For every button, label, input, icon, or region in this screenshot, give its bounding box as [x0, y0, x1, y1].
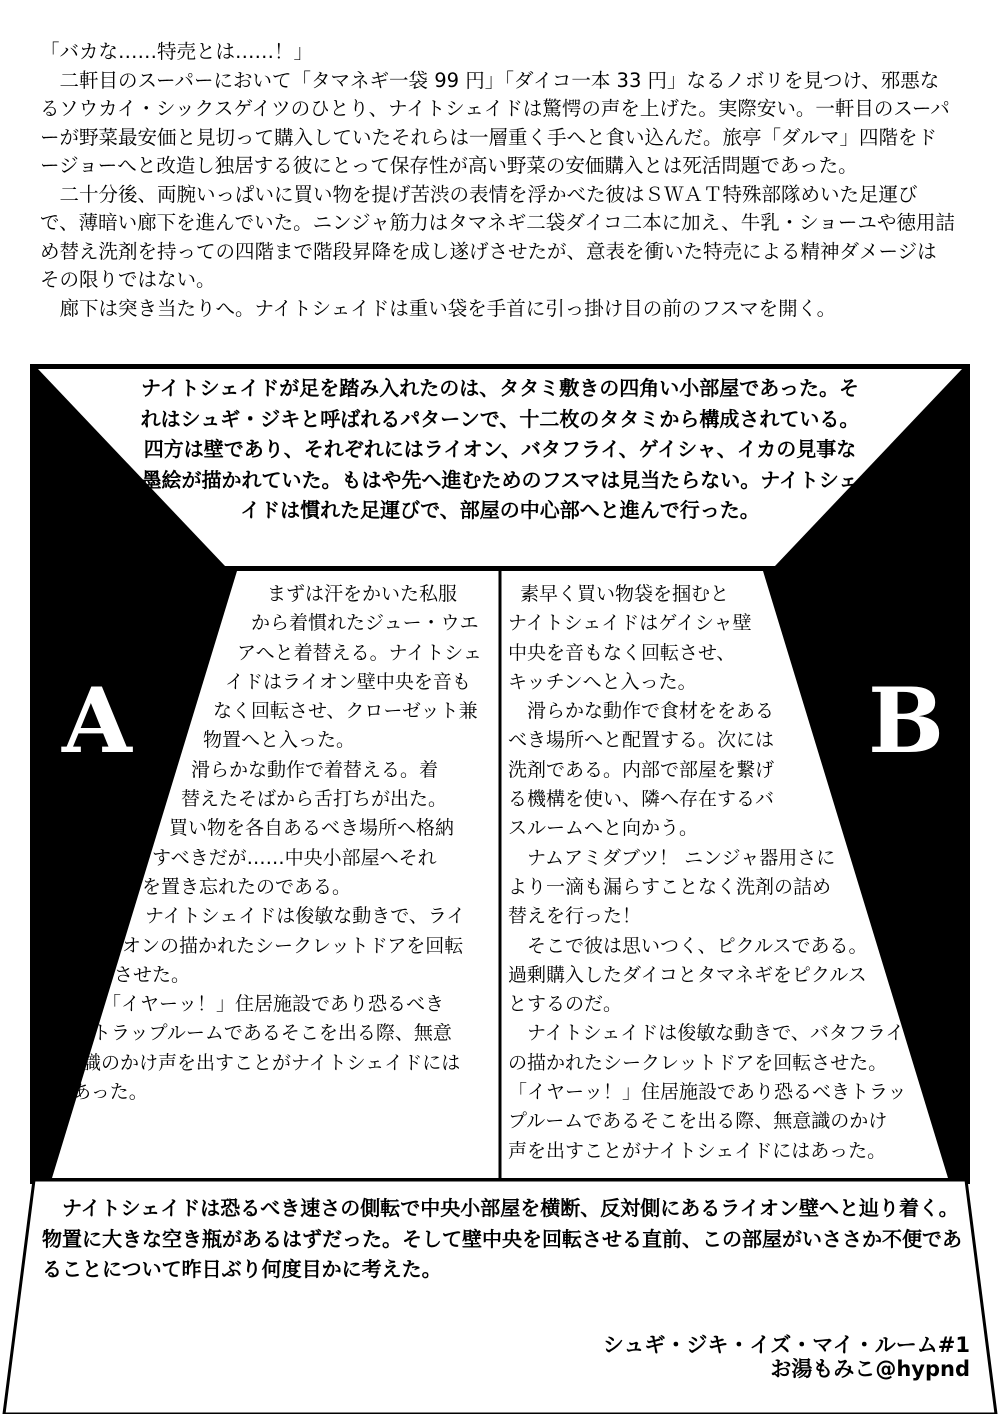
intro-paragraph: 二十分後、両腕いっぱいに買い物を提げ苦渋の表情を浮かべた彼はＳＷＡＴ特殊部隊めいた足運びで、薄暗い廊下を進んでいた。ニンジャ筋力はタマネギ二袋ダイコ二本に加え、牛乳・ショーユや徳用詰め替え洗剤を持っての四階まで階段昇降を成し遂げさせたが、意表を衝いた特売による精神ダメージはその限りではない。	[40, 182, 955, 291]
column-a-line: オンの描かれたシークレットドアを回転	[122, 934, 464, 957]
column-a-line: アへと着替える。ナイトシェ	[218, 641, 482, 664]
column-a-line: トラップルームであるそこを出る際、無意	[92, 1022, 452, 1045]
column-a-line: から着慣れたジュー・ウエ	[232, 612, 479, 635]
column-b-line: 「イヤーッ！」住居施設であり恐るべきトラッ	[508, 1081, 907, 1104]
column-b-text	[508, 580, 938, 1166]
column-a-line: すべきだが……中央小部屋へそれ	[152, 846, 437, 869]
column-a-text	[60, 580, 490, 1107]
column-a-line: なく回転させ、クローゼット兼	[194, 700, 478, 723]
column-b-line: ナムアミダブツ！ ニンジャ器用さに	[508, 846, 836, 869]
column-a-line: イドはライオン壁中央を音も	[206, 670, 471, 693]
column-b-line: 滑らかな動作で食材ををある	[508, 700, 775, 723]
column-b-line: ナイトシェイドはゲイシャ壁	[508, 612, 752, 635]
panel-letter-a: A	[62, 668, 132, 774]
column-b-line: の描かれたシークレットドアを回転させた。	[508, 1051, 888, 1074]
column-a-line: 滑らかな動作で着替える。着	[172, 758, 439, 781]
panel-letter-b: B	[868, 668, 945, 774]
column-a-line: 物置へと入った。	[184, 729, 356, 752]
column-a-line: 替えたそばから舌打ちが出た。	[162, 788, 448, 811]
column-b-line: とするのだ。	[508, 993, 623, 1016]
column-a-line: を置き忘れたのである。	[142, 875, 352, 898]
column-a-line: 買い物を各自あるべき場所へ格納	[150, 817, 455, 840]
intro-paragraph: 「バカな……特売とは……！」	[40, 40, 314, 63]
column-b-line: 替えを行った！	[508, 905, 642, 928]
column-b-line: ナイトシェイドは俊敏な動きで、バタフライ	[508, 1022, 905, 1045]
bottom-panel-text: ナイトシェイドは恐るべき速さの側転で中央小部屋を横断、反対側にあるライオン壁へと辿り着く。物置に大きな空き瓶があるはずだった。そして壁中央を回転させる直前、この部屋がいささか不便であることについて昨日ぶり何度目かに考えた。	[42, 1196, 962, 1281]
column-b-line: 過剰購入したダイコとタマネギをピクルス	[508, 963, 867, 986]
column-b-line: そこで彼は思いつく、ピクルスである。	[508, 934, 868, 957]
column-a-line: 識のかけ声を出すことがナイトシェイドには	[82, 1051, 461, 1074]
column-b-line: 素早く買い物袋を掴むと	[520, 583, 730, 605]
column-a-line: させた。	[114, 963, 191, 986]
column-b-line: プルームであるそこを出る際、無意識のかけ	[508, 1110, 888, 1133]
column-a-line: ナイトシェイドは俊敏な動きで、ライ	[126, 905, 466, 928]
column-b-line: 声を出すことがナイトシェイドにはあった。	[508, 1139, 887, 1162]
column-b-line: スルームへと向かう。	[508, 817, 699, 840]
column-b-line: 洗剤である。内部で部屋を繋げ	[508, 758, 775, 781]
column-a-line: まずは汗をかいた私服	[248, 583, 458, 605]
intro-paragraph: 廊下は突き当たりへ。ナイトシェイドは重い袋を手首に引っ掛け目の前のフスマを開く。	[59, 296, 837, 320]
column-b-line: べき場所へと配置する。次には	[508, 729, 775, 752]
top-panel-text: ナイトシェイドが足を踏み入れたのは、タタミ敷きの四角い小部屋であった。それはシュギ・ジキと呼ばれるパターンで、十二枚のタタミから構成されている。四方は壁であり、それぞれにはライオン、バタフライ、ゲイシャ、イカの見事な墨絵が描かれていた。もはや先へ進むためのフスマは見当たらない。ナイトシェイドは慣れた足運びで、部屋の中心部へと進んで行った。	[140, 376, 860, 522]
column-b-line: 中央を音もなく回転させ、	[508, 641, 736, 664]
column-a-line: あった。	[72, 1081, 148, 1104]
author-handle: お湯もみこ@hypnd	[770, 1357, 970, 1381]
column-b-line: る機構を使い、隣へ存在するバ	[508, 788, 775, 811]
intro-paragraph: 二軒目のスーパーにおいて「タマネギ一袋 99 円」「ダイコ一本 33 円」なるノボリを見つけ、邪悪なるソウカイ・シックスゲイツのひとり、ナイトシェイドは驚愕の声を上げた。実際安い。一軒目のスーパーが野菜最安価と見切って購入していたそれらは一層重く手へと食い込んだ。旅亭「ダルマ」四階をドージョーへと改造し独居する彼にとって保存性が高い野菜の安価購入とは死活問題であった。	[40, 68, 950, 177]
column-b-line: キッチンへと入った。	[508, 670, 697, 693]
credit-block	[603, 1333, 970, 1381]
story-title: シュギ・ジキ・イズ・マイ・ルーム#1	[602, 1333, 970, 1357]
column-b-line: より一滴も漏らすことなく洗剤の詰め	[508, 875, 832, 898]
column-a-line: 「イヤーッ！」住居施設であり恐るべき	[102, 993, 445, 1016]
